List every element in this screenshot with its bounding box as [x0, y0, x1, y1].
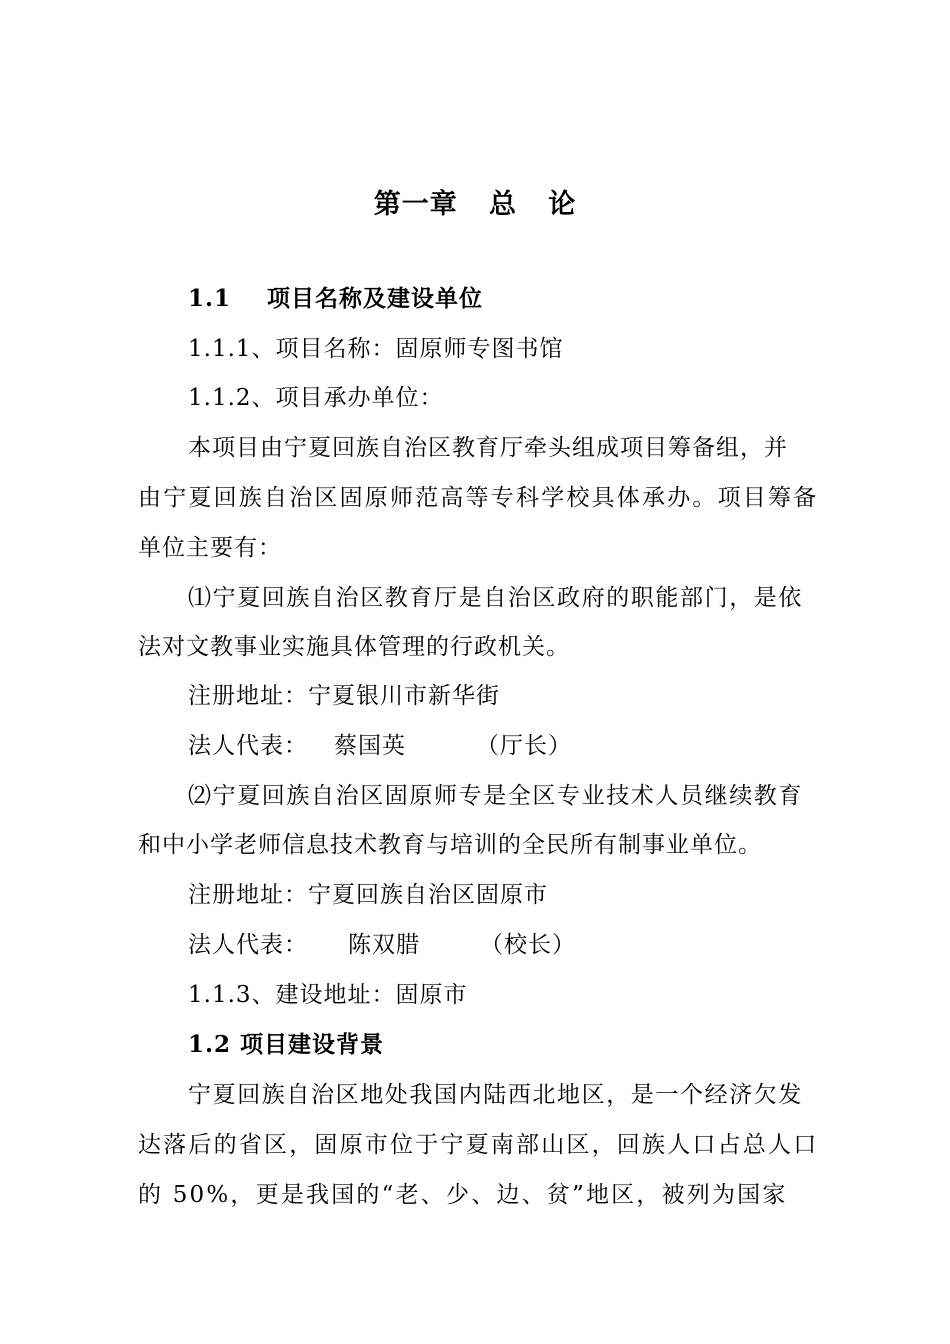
unit-1-rep-name: 蔡国英	[334, 733, 406, 759]
unit-1-rep-title: （厅长）	[476, 733, 572, 759]
unit-1-description-line-1: ⑴宁夏回族自治区教育厅是自治区政府的职能部门，是依	[188, 585, 803, 611]
item-1-1-3-site-address: 1.1.3、建设地址：固原市	[188, 982, 468, 1008]
section-1-1-number: 1.1	[188, 285, 232, 312]
background-paragraph-line-3: 的 50%，更是我国的“老、少、边、贫”地区，被列为国家	[138, 1182, 788, 1208]
unit-2-rep-title: （校长）	[480, 932, 576, 958]
section-1-1-title: 项目名称及建设单位	[267, 285, 484, 312]
chapter-title: 第一章 总 论	[373, 189, 577, 220]
unit-1-description-line-2: 法对文教事业实施具体管理的行政机关。	[138, 634, 570, 660]
unit-2-description-line-2: 和中小学老师信息技术教育与培训的全民所有制事业单位。	[138, 832, 762, 858]
unit-2-rep-name: 陈双腊	[348, 932, 420, 958]
intro-paragraph-line-1: 本项目由宁夏回族自治区教育厅牵头组成项目筹备组，并	[188, 435, 788, 461]
unit-1-rep-label: 法人代表：	[188, 733, 308, 759]
intro-paragraph-line-3: 单位主要有：	[138, 535, 282, 561]
intro-paragraph-line-2: 由宁夏回族自治区固原师范高等专科学校具体承办。项目筹备	[138, 485, 819, 511]
item-1-1-2-undertaking-unit: 1.1.2、项目承办单位：	[188, 385, 444, 411]
unit-2-address: 注册地址：宁夏回族自治区固原市	[188, 882, 548, 908]
section-1-1-heading	[188, 284, 483, 314]
unit-2-legal-representative	[188, 930, 576, 960]
unit-1-address: 注册地址：宁夏银川市新华街	[188, 683, 500, 709]
unit-2-rep-label: 法人代表：	[188, 932, 308, 958]
unit-2-description-line-1: ⑵宁夏回族自治区固原师专是全区专业技术人员继续教育	[188, 783, 803, 809]
section-1-2-heading: 1.2 项目建设背景	[188, 1031, 385, 1058]
background-paragraph-line-2: 达落后的省区，固原市位于宁夏南部山区，回族人口占总人口	[138, 1132, 819, 1158]
unit-1-legal-representative	[188, 731, 572, 761]
background-paragraph-line-1: 宁夏回族自治区地处我国内陆西北地区，是一个经济欠发	[188, 1082, 803, 1108]
item-1-1-1-project-name: 1.1.1、项目名称：固原师专图书馆	[188, 336, 564, 362]
